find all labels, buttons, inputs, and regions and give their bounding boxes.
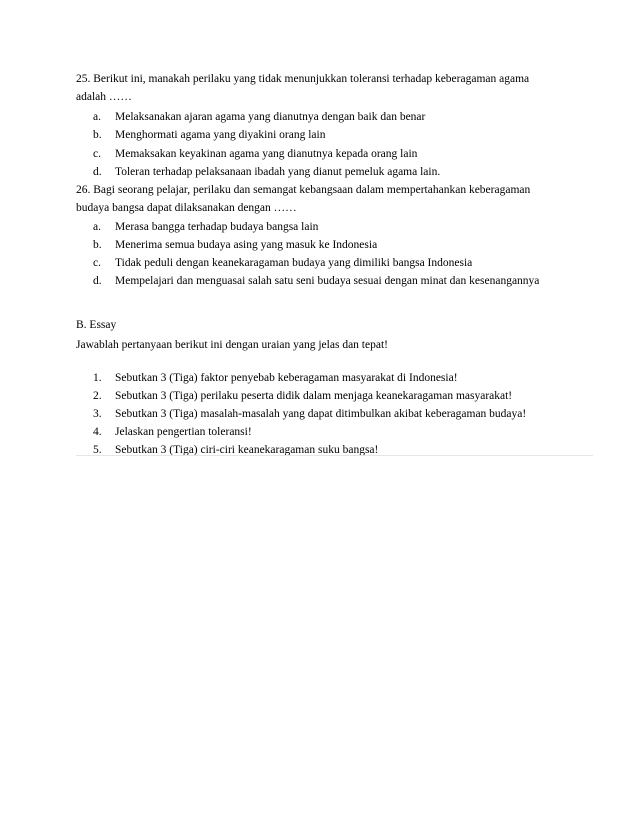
essay-item-number: 1. (93, 372, 102, 384)
question-25-option-b (93, 126, 325, 144)
question-25-option-a (93, 108, 425, 126)
essay-item-number: 2. (93, 390, 102, 402)
essay-item-text: Sebutkan 3 (Tiga) masalah-masalah yang dapat ditimbulkan akibat keberagaman budaya! (115, 408, 527, 420)
essay-item-text: Jelaskan pengertian toleransi! (115, 426, 252, 438)
essay-heading: B. Essay (76, 319, 117, 331)
essay-item-number: 3. (93, 408, 102, 420)
question-26-option-a (93, 218, 318, 236)
question-25-option-c (93, 145, 417, 163)
option-text: Melaksanakan ajaran agama yang dianutnya dengan baik dan benar (115, 111, 426, 123)
option-letter: c. (93, 148, 101, 160)
section-divider (76, 455, 593, 456)
option-letter: d. (93, 275, 102, 287)
essay-item-text: Sebutkan 3 (Tiga) perilaku peserta didik dalam menjaga keanekaragaman masyarakat! (115, 390, 513, 402)
question-26-option-c (93, 254, 472, 272)
question-26-line-1: 26. Bagi seorang pelajar, perilaku dan semangat kebangsaan dalam mempertahankan keberagaman (76, 184, 531, 196)
option-text: Merasa bangga terhadap budaya bangsa lain (115, 221, 319, 233)
question-25-option-d (93, 163, 440, 181)
option-text: Toleran terhadap pelaksanaan ibadah yang dianut pemeluk agama lain. (115, 166, 441, 178)
option-letter: d. (93, 166, 102, 178)
option-letter: c. (93, 257, 101, 269)
essay-item-1 (93, 369, 458, 387)
question-25-line-2: adalah …… (76, 91, 132, 103)
option-letter: b. (93, 129, 102, 141)
essay-item-3 (93, 405, 526, 423)
essay-item-5 (93, 441, 378, 459)
option-text: Memaksakan keyakinan agama yang dianutnya kepada orang lain (115, 148, 418, 160)
question-26-option-b (93, 236, 377, 254)
option-text: Menghormati agama yang diyakini orang lain (115, 129, 326, 141)
essay-item-2 (93, 387, 512, 405)
essay-item-text: Sebutkan 3 (Tiga) ciri-ciri keanekaragaman suku bangsa! (115, 444, 379, 456)
question-25-line-1: 25. Berikut ini, manakah perilaku yang tidak menunjukkan toleransi terhadap keberagaman agama (76, 73, 530, 85)
question-26-option-d (93, 272, 539, 290)
option-letter: a. (93, 111, 101, 123)
option-text: Tidak peduli dengan keanekaragaman budaya yang dimiliki bangsa Indonesia (115, 257, 473, 269)
option-letter: b. (93, 239, 102, 251)
essay-item-number: 5. (93, 444, 102, 456)
essay-item-text: Sebutkan 3 (Tiga) faktor penyebab keberagaman masyarakat di Indonesia! (115, 372, 458, 384)
option-letter: a. (93, 221, 101, 233)
option-text: Menerima semua budaya asing yang masuk ke Indonesia (115, 239, 378, 251)
essay-item-4 (93, 423, 252, 441)
essay-instruction: Jawablah pertanyaan berikut ini dengan uraian yang jelas dan tepat! (76, 339, 388, 351)
question-26-line-2: budaya bangsa dapat dilaksanakan dengan …… (76, 202, 297, 214)
option-text: Mempelajari dan menguasai salah satu seni budaya sesuai dengan minat dan kesenangannya (115, 275, 540, 287)
essay-item-number: 4. (93, 426, 102, 438)
